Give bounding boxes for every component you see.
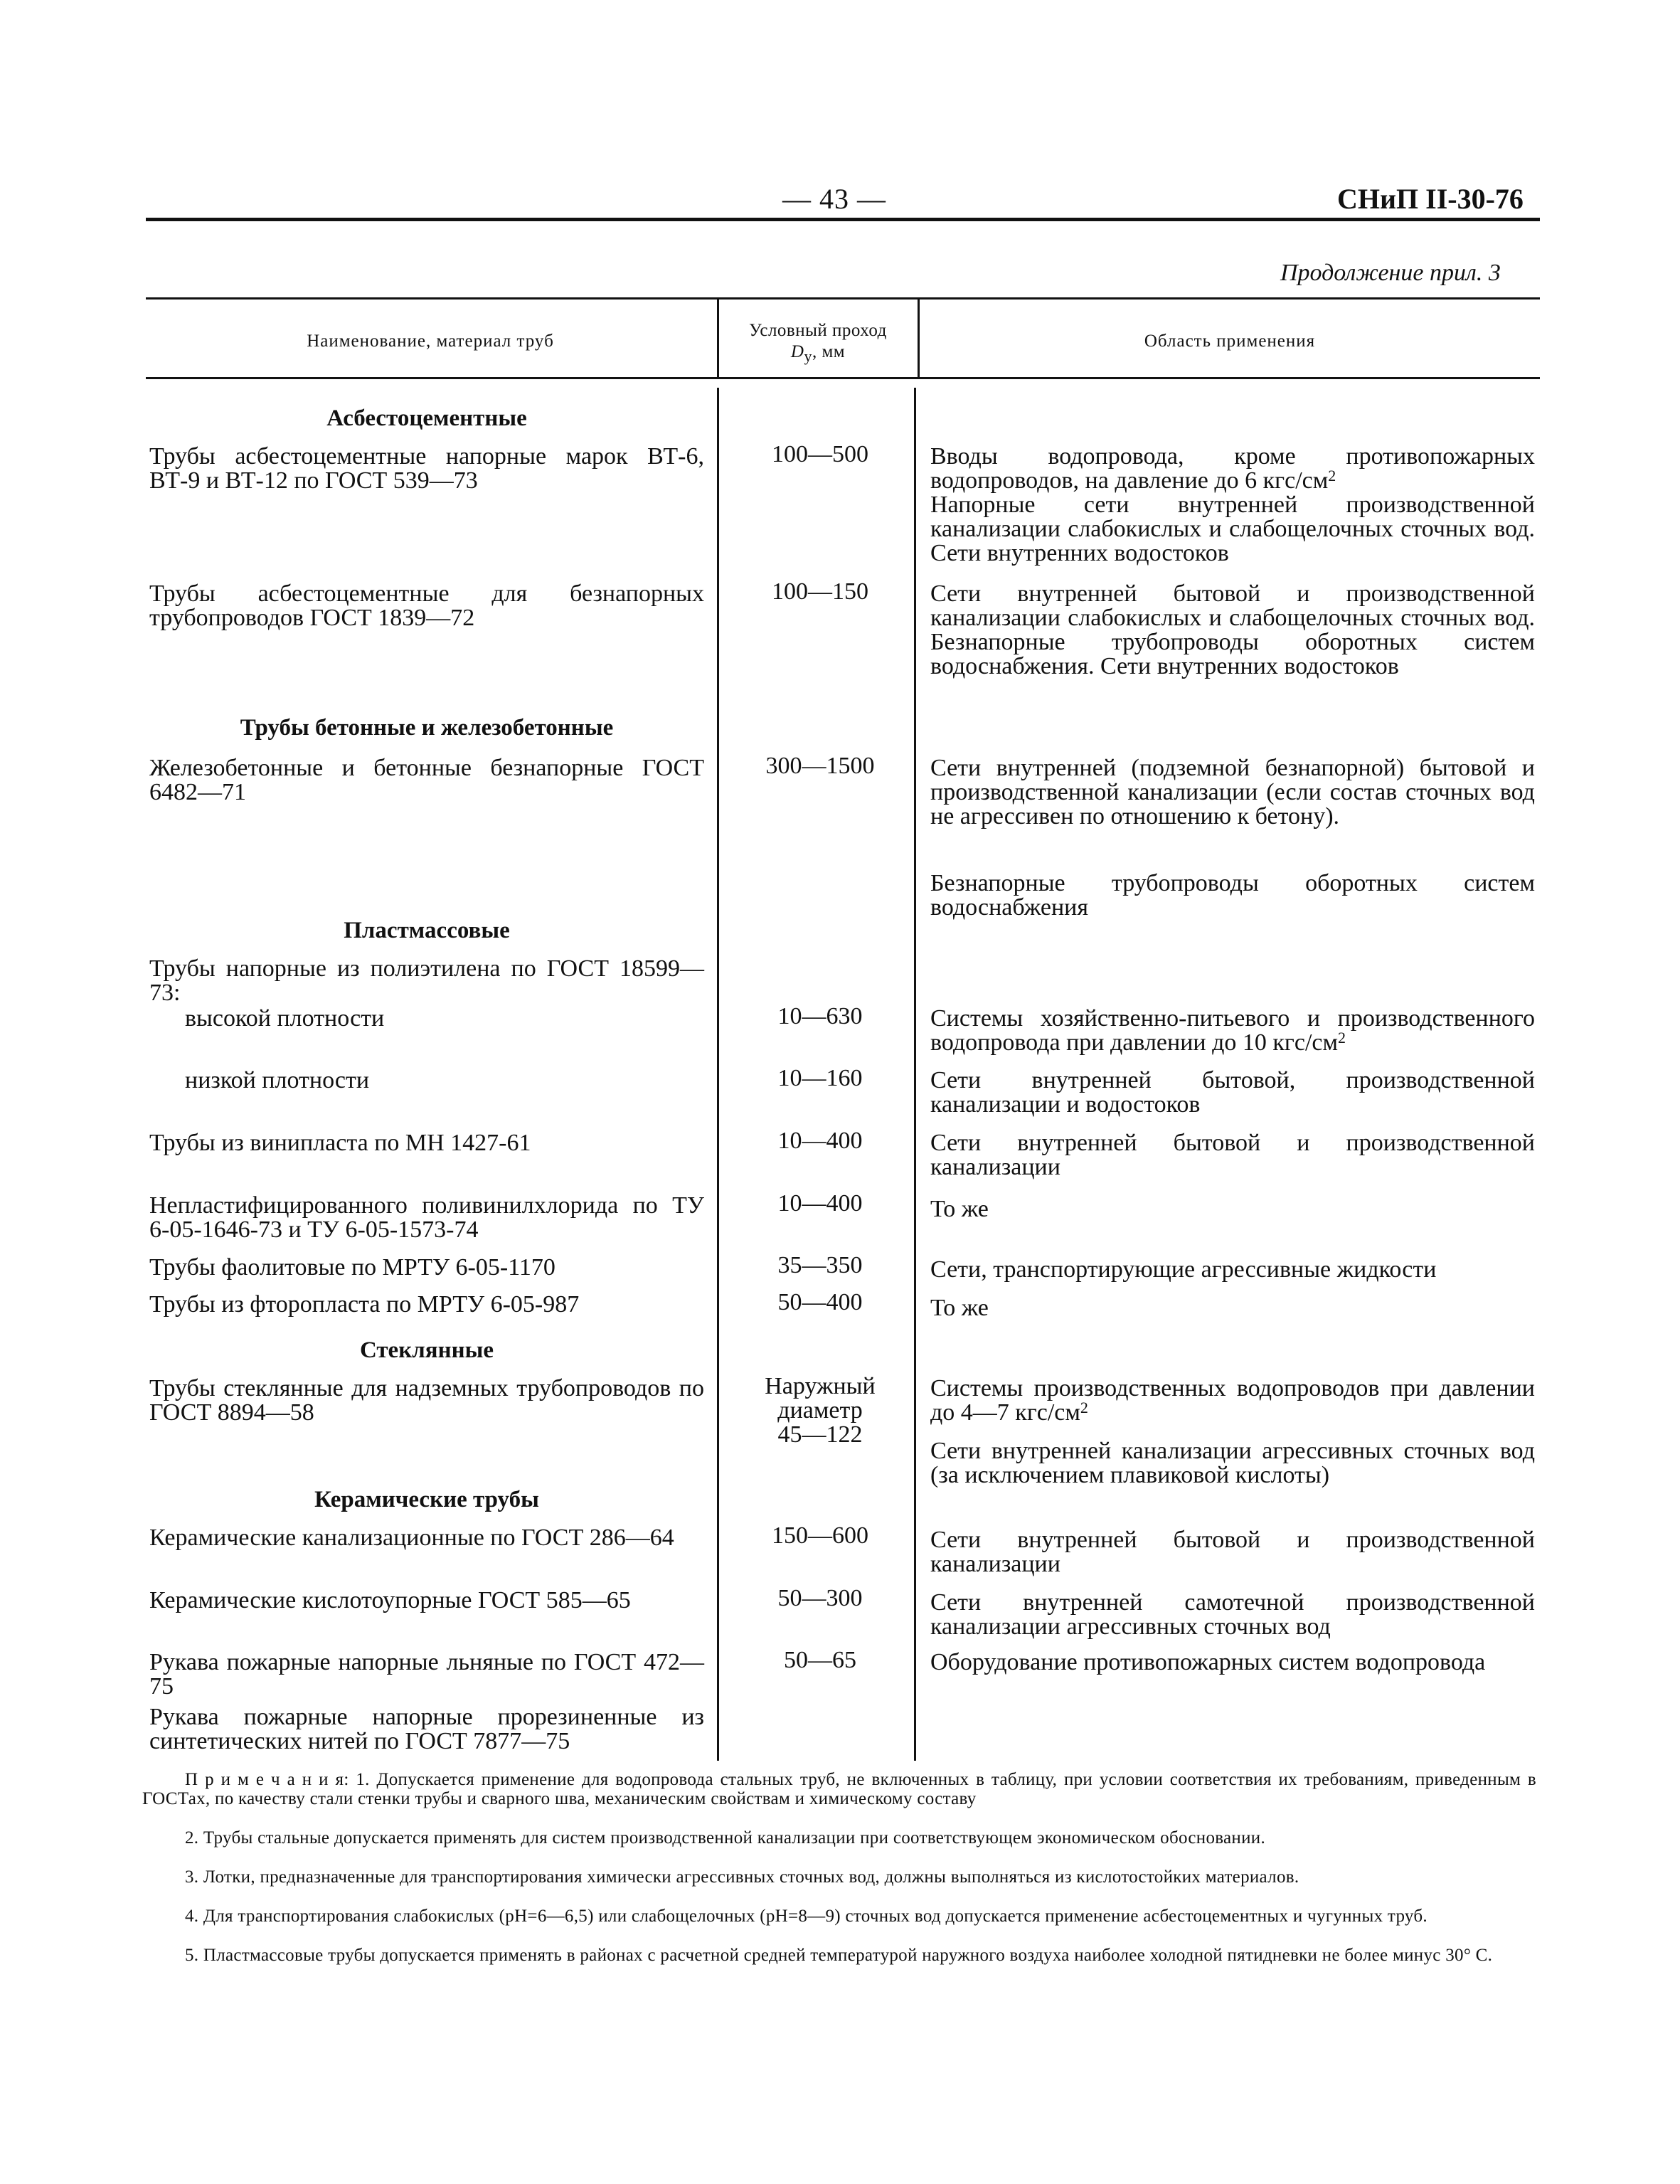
section-heading: Трубы бетонные и железобетонные [240, 715, 614, 741]
table-top-rule [146, 297, 1540, 299]
row-area: Сети внутренней бытовой и производственной канализации слабокислых и слабощелочных сточных вод. Безнапорные трубопроводы оборотных систем водоснабжения. Сети внутренних водостоков [930, 581, 1535, 679]
row-area: Оборудование противопожарных систем водопровода [930, 1649, 1486, 1675]
row-diameter: 10—400 [777, 1128, 863, 1154]
diameter-unit: , мм [812, 342, 846, 361]
diameter-header-line1: Условный проход [749, 321, 887, 340]
row-diameter: 50—400 [777, 1289, 863, 1315]
column-header-diameter [720, 320, 916, 363]
diameter-line: Наружный [765, 1373, 876, 1399]
row-name: высокой плотности [185, 1005, 385, 1032]
row-diameter: 50—300 [777, 1585, 863, 1611]
note: 4. Для транспортирования слабокислых (рН=6—6,5) или слабощелочных (рН=8—9) сточных вод допускается применение асбестоцементных и чугунных труб. [185, 1907, 1428, 1926]
header-col-divider-1 [717, 299, 719, 377]
row-area-sup: 2 [1328, 467, 1336, 484]
row-diameter: 100—150 [772, 578, 868, 605]
section-heading: Пластмассовые [344, 918, 510, 943]
body-col-divider-1 [717, 388, 719, 1761]
row-area: Сети внутренней (подземной безнапорной) бытовой и производственной канализации (если состав сточных вод не агрессивен по отношению к бетону). [930, 755, 1535, 829]
row-name: Железобетонные и бетонные безнапорные ГОСТ 6482—71 [149, 755, 704, 805]
row-area: Сети внутренней бытовой, производственной канализации и водостоков [930, 1067, 1535, 1118]
row-name: Трубы стеклянные для надземных трубопроводов по ГОСТ 8894—58 [149, 1375, 704, 1426]
note: 2. Трубы стальные допускается применять для систем производственной канализации при соответствующем экономическом обосновании. [185, 1828, 1266, 1848]
row-diameter: 100—500 [772, 441, 868, 467]
row-area-sup: 2 [1080, 1399, 1088, 1416]
section-heading: Стеклянные [359, 1337, 494, 1363]
diameter-line: 45—122 [777, 1421, 863, 1448]
note: 5. Пластмассовые трубы допускается применять в районах с расчетной средней температурой наружного воздуха наиболее холодной пятидневки не более минус 30° С. [185, 1946, 1493, 1965]
row-name: Трубы из винипласта по МН 1427-61 [149, 1130, 531, 1156]
diameter-subscript: y [804, 347, 812, 365]
section-heading: Керамические трубы [314, 1487, 539, 1512]
column-header-area: Область применения [1144, 332, 1316, 351]
row-name: Трубы асбестоцементные для безнапорных трубопроводов ГОСТ 1839—72 [149, 581, 704, 631]
page-number: — 43 — [782, 183, 886, 215]
note: П р и м е ч а н и я: 1. Допускается применение для водопровода стальных труб, не включенных в таблицу, при условии соответствия их требованиям, приведенным в ГОСТах, по качеству стали стенки трубы и сварного шва, механическим свойствам и химическому составу [142, 1770, 1536, 1808]
row-area [930, 445, 1535, 493]
header-col-divider-2 [918, 299, 920, 377]
row-area: Сети, транспортирующие агрессивные жидкости [930, 1256, 1437, 1283]
row-diameter [724, 1374, 916, 1447]
row-name: низкой плотности [185, 1067, 370, 1093]
header-rule [146, 218, 1540, 221]
row-area: Сети внутренней самотечной производственной канализации агрессивных сточных вод [930, 1589, 1535, 1640]
row-area-text: Системы производственных водопроводов при давлении до 4—7 кгс/см [930, 1375, 1535, 1426]
continuation-label: Продолжение прил. 3 [1280, 260, 1501, 286]
column-header-name: Наименование, материал труб [307, 332, 554, 351]
diameter-symbol: D [790, 342, 804, 361]
row-diameter: 10—160 [777, 1065, 863, 1091]
table-header-bottom-rule [146, 377, 1540, 379]
row-diameter: 35—350 [777, 1252, 863, 1278]
row-name: Рукава пожарные напорные прорезиненные из синтетических нитей по ГОСТ 7877—75 [149, 1704, 704, 1754]
row-name: Трубы асбестоцементные напорные марок ВТ-6, ВТ-9 и ВТ-12 по ГОСТ 539—73 [149, 443, 704, 494]
row-area-sup: 2 [1338, 1029, 1346, 1046]
row-area: Сети внутренней бытовой и производственной канализации [930, 1527, 1535, 1577]
row-area: Сети внутренней бытовой и производственной канализации [930, 1130, 1535, 1180]
row-name: Трубы фаолитовые по МРТУ 6-05-1170 [149, 1254, 555, 1281]
note: 3. Лотки, предназначенные для транспортирования химически агрессивных сточных вод, должны выполняться из кислотостойких материалов. [185, 1867, 1299, 1887]
row-name: Трубы напорные из полиэтилена по ГОСТ 18599—73: [149, 955, 704, 1006]
row-area: То же [930, 1196, 989, 1222]
row-area: Безнапорные трубопроводы оборотных систем водоснабжения [930, 870, 1535, 921]
row-name: Керамические кислотоупорные ГОСТ 585—65 [149, 1587, 631, 1613]
row-area-text: Вводы водопровода, кроме противопожарных водопроводов, на давление до 6 кгс/см [930, 443, 1535, 494]
document-code: СНиП II-30-76 [1337, 183, 1524, 215]
row-area: То же [930, 1295, 989, 1321]
diameter-header-line2 [720, 341, 916, 363]
row-name: Трубы из фторопласта по МРТУ 6-05-987 [149, 1291, 580, 1318]
diameter-line: диаметр [777, 1397, 863, 1424]
row-area [930, 1377, 1535, 1425]
row-area: Сети внутренней канализации агрессивных сточных вод (за исключением плавиковой кислоты) [930, 1438, 1535, 1488]
row-diameter: 150—600 [772, 1522, 868, 1549]
row-diameter: 10—630 [777, 1003, 863, 1029]
row-name: Рукава пожарные напорные льняные по ГОСТ 472—75 [149, 1649, 704, 1700]
section-heading: Асбестоцементные [326, 405, 527, 431]
row-area [930, 1007, 1535, 1055]
row-diameter: 50—65 [784, 1647, 856, 1673]
row-diameter: 300—1500 [765, 753, 875, 779]
row-name: Керамические канализационные по ГОСТ 286—64 [149, 1525, 674, 1551]
row-name: Непластифицированного поливинилхлорида по ТУ 6-05-1646-73 и ТУ 6-05-1573-74 [149, 1192, 704, 1243]
row-diameter: 10—400 [777, 1190, 863, 1216]
row-area: Напорные сети внутренней производственной канализации слабокислых и слабощелочных сточных вод. Сети внутренних водостоков [930, 492, 1535, 566]
row-area-text: Системы хозяйственно-питьевого и производственного водопровода при давлении до 10 кгс/см [930, 1005, 1535, 1056]
